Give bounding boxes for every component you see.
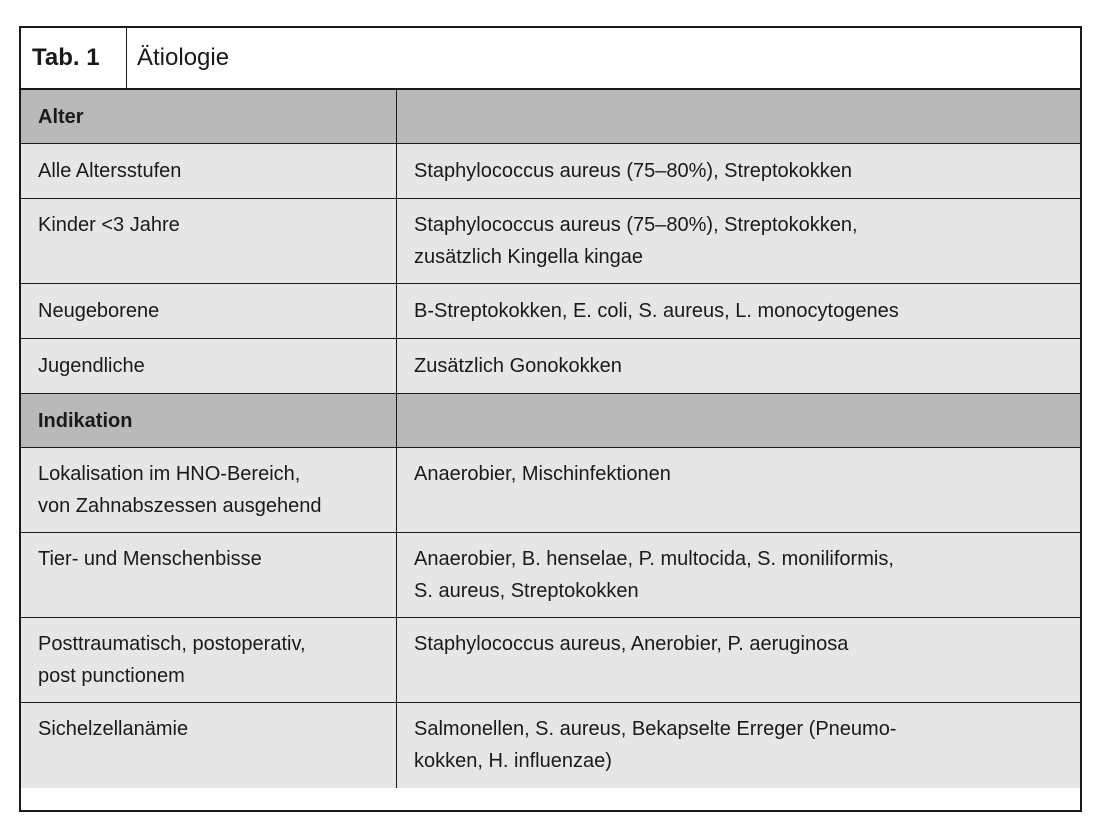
table-row [21,533,1080,618]
text-line: Kinder <3 Jahre [38,214,180,236]
table-caption [21,28,1080,90]
pathogen-text [414,350,622,382]
text-line: Staphylococcus aureus, Anerobier, P. aeruginosa [414,633,849,655]
row-pathogen-cell [397,533,1080,617]
text-line: Staphylococcus aureus (75–80%), Streptokokken, [414,214,858,236]
section-heading-empty-cell [397,90,1080,143]
pathogen-text [414,713,1070,777]
pathogen-text [414,458,1070,490]
table-row [21,448,1080,533]
table-row [21,199,1080,284]
text-line: post punctionem [38,665,185,687]
text-line: Anaerobier, B. henselae, P. multocida, S. moniliformis, [414,548,894,570]
row-category-cell [21,618,397,702]
section-heading: Indikation [21,394,397,447]
text-line: S. aureus, Streptokokken [414,580,639,602]
row-pathogen-cell [397,448,1080,532]
row-category-cell [21,703,397,788]
category-text [38,458,386,522]
row-category-cell [21,339,397,393]
category-text [38,350,145,382]
pathogen-text [414,155,852,187]
pathogen-text [414,209,1070,273]
section-header-row [21,394,1080,448]
pathogen-text [414,543,1070,607]
category-text [38,713,386,745]
row-pathogen-cell [397,144,1080,198]
text-line: Salmonellen, S. aureus, Bekapselte Erreger (Pneumo- [414,718,897,740]
text-line: Jugendliche [38,355,145,377]
table-body [21,90,1080,810]
text-line: Posttraumatisch, postoperativ, [38,633,306,655]
row-pathogen-cell [397,199,1080,283]
pathogen-text [414,295,899,327]
row-pathogen-cell [397,339,1080,393]
table-row [21,703,1080,788]
text-line: Staphylococcus aureus (75–80%), Streptokokken [414,160,853,182]
category-text [38,628,386,692]
text-line: Anaerobier, Mischinfektionen [414,463,671,485]
text-line: Sichelzellanämie [38,718,189,740]
text-line: B-Streptokokken, E. coli, S. aureus, L. monocytogenes [414,300,899,322]
etiology-table [19,26,1082,812]
row-category-cell [21,144,397,198]
category-text [38,209,386,241]
section-heading-empty-cell [397,394,1080,447]
row-pathogen-cell [397,618,1080,702]
row-category-cell [21,199,397,283]
row-pathogen-cell [397,284,1080,338]
text-line: Lokalisation im HNO-Bereich, [38,463,301,485]
table-row [21,618,1080,703]
text-line: Alle Altersstufen [38,160,182,182]
row-pathogen-cell [397,703,1080,788]
row-category-cell [21,448,397,532]
row-category-cell [21,533,397,617]
table-row [21,339,1080,394]
row-category-cell [21,284,397,338]
table-title: Ätiologie [137,44,230,71]
table-label: Tab. 1 [21,28,127,88]
table-row [21,144,1080,199]
text-line: zusätzlich Kingella kingae [414,246,644,268]
text-line: von Zahnabszessen ausgehend [38,495,322,517]
category-text [38,543,386,575]
text-line: Zusätzlich Gonokokken [414,355,622,377]
pathogen-text [414,628,1070,660]
category-text [38,295,159,327]
category-text [38,155,181,187]
section-header-row [21,90,1080,144]
table-row [21,284,1080,339]
text-line: Neugeborene [38,300,160,322]
section-heading: Alter [21,90,397,143]
text-line: Tier- und Menschenbisse [38,548,262,570]
text-line: kokken, H. influenzae) [414,750,612,772]
